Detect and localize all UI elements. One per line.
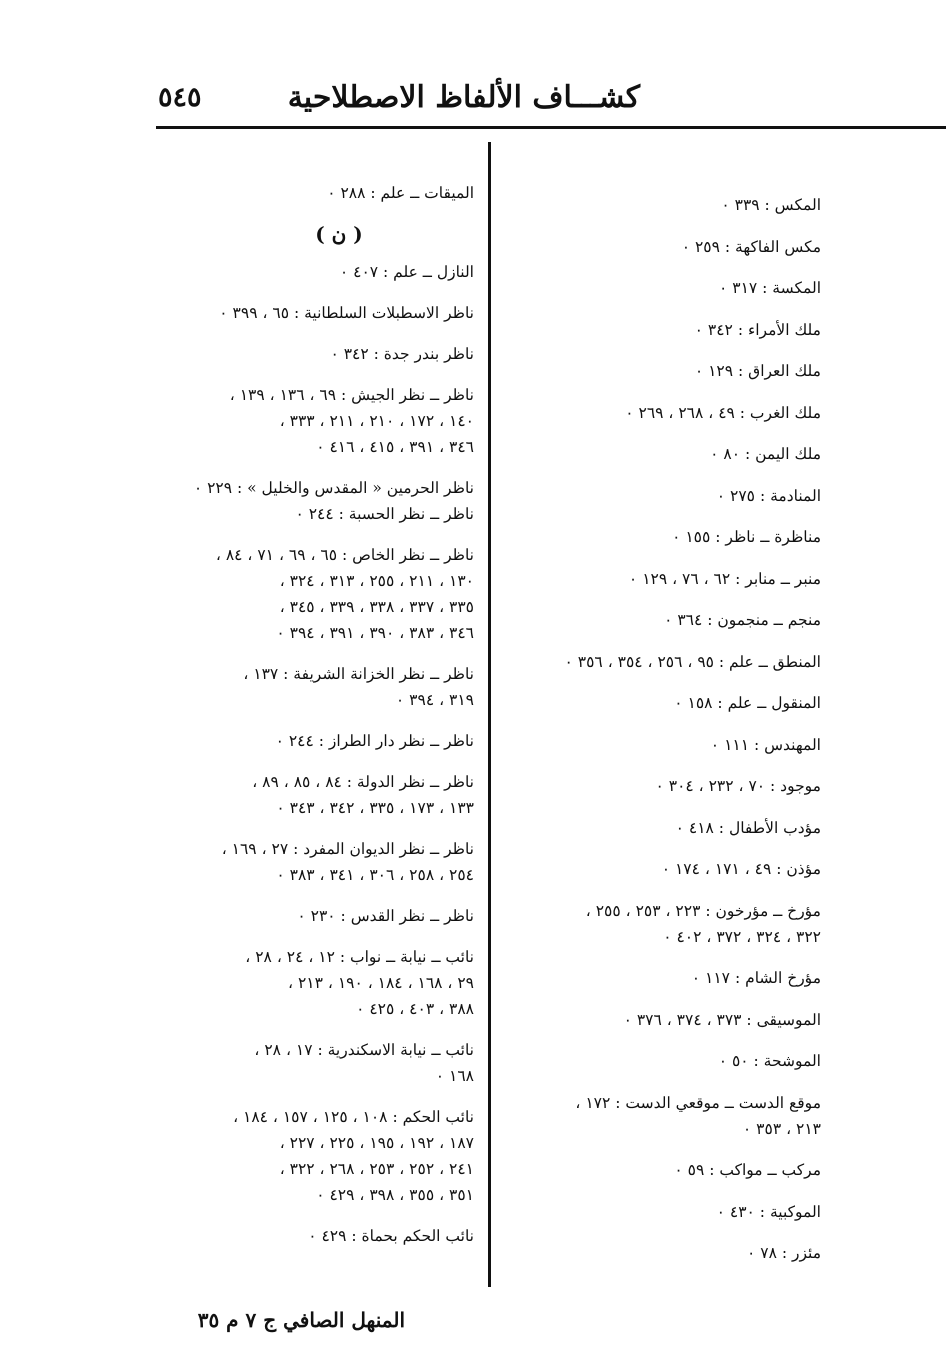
index-entry: الميقات ــ علم : ٢٨٨ ٠ <box>327 184 474 202</box>
index-entry: مؤرخ ــ مؤرخون : ٢٢٣ ، ٢٥٣ ، ٢٥٥ ، ٣٢٢ ، ٣٢٤ ، ٣٧٢ ، ٤٠٢ ٠ <box>585 901 821 946</box>
page-title: كشـــاف الألفاظ الاصطلاحية <box>287 80 640 115</box>
index-entry: المكس : ٣٣٩ ٠ <box>721 196 821 214</box>
index-entry: مكس الفاكهة : ٢٥٩ ٠ <box>681 237 821 256</box>
index-entry: ناظر ــ نظر الدولة : ٨٤ ، ٨٥ ، ٨٩ ، ١٣٣ ، ١٧٣ ، ٣٣٥ ، ٣٤٢ ، ٣٤٣ ٠ <box>252 773 474 817</box>
left-entries-list <box>144 259 474 1249</box>
index-entry: المنادمة : ٢٧٥ ٠ <box>716 486 821 505</box>
index-entry: منجم ــ منجمون : ٣٦٤ ٠ <box>664 611 821 629</box>
index-entry: مؤرخ الشام : ١١٧ ٠ <box>691 969 821 987</box>
index-entry: مؤذن : ٤٩ ، ١٧١ ، ١٧٤ ٠ <box>661 860 821 878</box>
left-column <box>144 180 474 1264</box>
page-number: ٥٤٥ <box>158 82 202 113</box>
index-entry: ناظر ــ نظر الخاص : ٦٥ ، ٦٩ ، ٧١ ، ٨٤ ، ١٣٠ ، ٢١١ ، ٢٥٥ ، ٣١٣ ، ٣٢٤ ، ٣٣٥ ، ٣٣٧ ، ٣٣٨ ، ٣٣٩ ، ٣٤٥ ، ٣٤٦ ، ٣٨٣ ، ٣٩٠ ، ٣٩١ ، ٣٩٤ ٠ <box>215 546 474 642</box>
page-header <box>150 78 640 126</box>
index-entry: ناظر ــ نظر دار الطراز : ٢٤٤ ٠ <box>275 732 474 750</box>
column-divider <box>488 142 491 1287</box>
index-entry: ناظر بندر جدة : ٣٤٢ ٠ <box>330 345 474 363</box>
index-entry: ناظر الاسطبلات السلطانية : ٦٥ ، ٣٩٩ ٠ <box>219 304 474 322</box>
index-entry: موقع الدست ــ موقعي الدست : ١٧٢ ، ٢١٣ ، ٣٥٣ ٠ <box>575 1093 821 1138</box>
index-entry: المنطق ــ علم : ٩٥ ، ٢٥٦ ، ٣٥٤ ، ٣٥٦ ٠ <box>564 652 821 671</box>
index-entry: الموكبية : ٤٣٠ ٠ <box>716 1202 821 1221</box>
index-entry: ناظر ــ نظر الديوان المفرد : ٢٧ ، ١٦٩ ، ٢٥٤ ، ٢٥٨ ، ٣٠٦ ، ٣٤١ ، ٣٨٣ ٠ <box>221 840 474 884</box>
index-entry: نائب ــ نيابة ــ نواب : ١٢ ، ٢٤ ، ٢٨ ، ٢٩ ، ١٦٨ ، ١٨٤ ، ١٩٠ ، ٢١٣ ، ٣٨٨ ، ٤٠٣ ، ٤٢٥ ٠ <box>245 948 474 1018</box>
index-entry: ملك اليمن : ٨٠ ٠ <box>710 445 821 463</box>
index-entry: ناظر ــ نظر الخزانة الشريفة : ١٣٧ ، ٣١٩ ، ٣٩٤ ٠ <box>243 665 474 709</box>
index-entry: ناظر ــ نظر الجيش : ٦٩ ، ١٣٦ ، ١٣٩ ، ١٤٠ ، ١٧٢ ، ٢١٠ ، ٢١١ ، ٣٣٣ ، ٣٤٦ ، ٣٩١ ، ٤١٥ ، ٤١٦ ٠ <box>229 386 474 456</box>
index-entry: ملك الأمراء : ٣٤٢ ٠ <box>694 320 821 339</box>
index-entry: المنقول ــ علم : ١٥٨ ٠ <box>674 694 821 712</box>
index-entry: ملك الغرب : ٤٩ ، ٢٦٨ ، ٢٦٩ ٠ <box>625 403 821 422</box>
index-entry: المكسة : ٣١٧ ٠ <box>718 279 821 297</box>
index-entry: نائب ــ نيابة الاسكندرية : ١٧ ، ٢٨ ، ١٦٨ ٠ <box>254 1041 474 1085</box>
index-entry: المهندس : ١١١ ٠ <box>710 735 821 754</box>
index-entry: منبر ــ منابر : ٦٢ ، ٧٦ ، ١٢٩ ٠ <box>628 569 821 588</box>
index-entry: ناظر الحرمين « المقدس والخليل » : ٢٢٩ ٠ ناظر ــ نظر الحسبة : ٢٤٤ ٠ <box>193 479 474 523</box>
index-entry: النازل ــ علم : ٤٠٧ ٠ <box>339 263 474 281</box>
index-entry: مناظرة ــ ناظر : ١٥٥ ٠ <box>672 528 821 546</box>
index-entry: مؤدب الأطفال : ٤١٨ ٠ <box>675 818 821 837</box>
index-entry: الموشحة : ٥٠ ٠ <box>718 1052 821 1070</box>
index-entry: مركب ــ مواكب : ٥٩ ٠ <box>674 1161 821 1179</box>
index-entry: نائب الحكم : ١٠٨ ، ١٢٥ ، ١٥٧ ، ١٨٤ ، ١٨٧ ، ١٩٢ ، ١٩٥ ، ٢٢٥ ، ٢٢٧ ، ٢٤١ ، ٢٥٢ ، ٢٥٣ ، ٢٦٨ ، ٣٢٢ ، ٣٥١ ، ٣٥٥ ، ٣٩٨ ، ٤٢٩ ٠ <box>233 1108 474 1204</box>
section-letter-heading: ( ن ) <box>315 222 363 246</box>
index-entry: ناظر ــ نظر القدس : ٢٣٠ ٠ <box>297 907 474 925</box>
index-entry: موجود : ٧٠ ، ٢٣٢ ، ٣٠٤ ٠ <box>655 777 821 795</box>
header-rule <box>156 126 946 129</box>
page-footer: المنهل الصافي ج ٧ م ٣٥ <box>197 1308 405 1332</box>
index-entry: مئزر : ٧٨ ٠ <box>746 1244 821 1262</box>
right-column <box>501 192 821 1282</box>
index-entry: نائب الحكم بحماة : ٤٢٩ ٠ <box>308 1227 474 1245</box>
index-entry: ملك العراق : ١٢٩ ٠ <box>694 362 821 380</box>
index-entry: الموسيقى : ٣٧٣ ، ٣٧٤ ، ٣٧٦ ٠ <box>623 1010 821 1029</box>
